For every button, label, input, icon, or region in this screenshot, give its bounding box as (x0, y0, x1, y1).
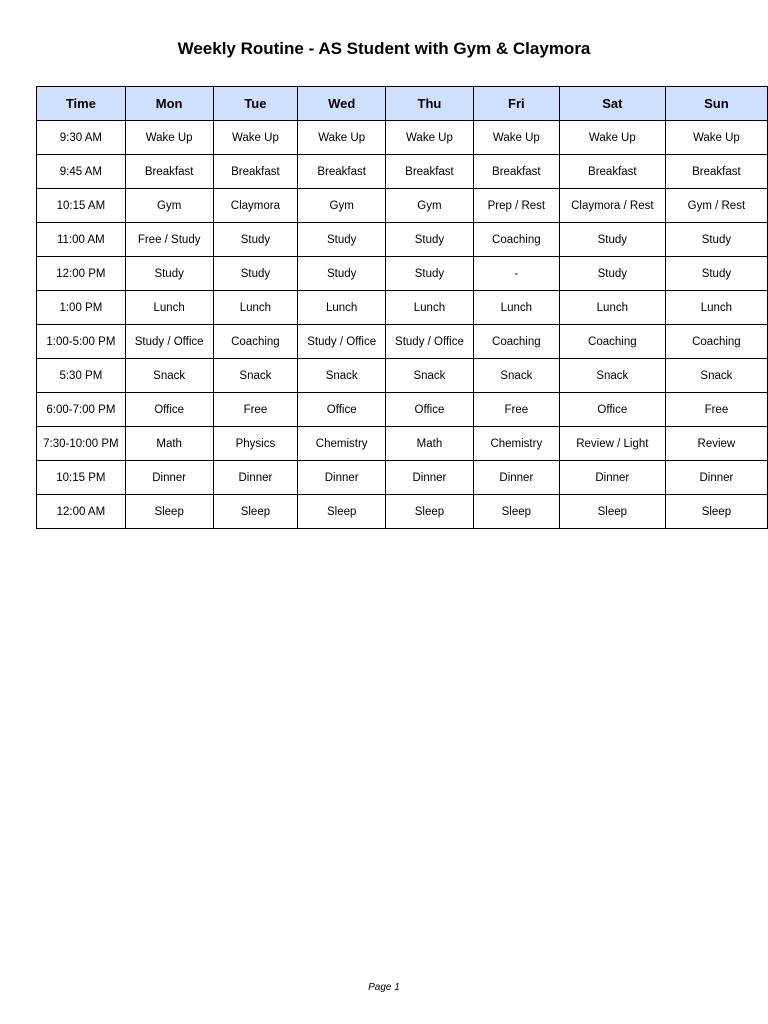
header-wed: Wed (298, 87, 386, 121)
cell-fri: Coaching (473, 223, 559, 257)
cell-sun: Dinner (665, 461, 767, 495)
cell-mon: Wake Up (125, 121, 213, 155)
table-body (37, 121, 768, 529)
cell-mon: Sleep (125, 495, 213, 529)
cell-wed: Lunch (298, 291, 386, 325)
header-tue: Tue (213, 87, 298, 121)
cell-sat: Dinner (559, 461, 665, 495)
cell-sat: Review / Light (559, 427, 665, 461)
table-row (37, 359, 768, 393)
cell-mon: Office (125, 393, 213, 427)
cell-wed: Study (298, 223, 386, 257)
header-mon: Mon (125, 87, 213, 121)
cell-tue: Dinner (213, 461, 298, 495)
table-row (37, 427, 768, 461)
cell-wed: Gym (298, 189, 386, 223)
cell-wed: Study (298, 257, 386, 291)
cell-tue: Breakfast (213, 155, 298, 189)
cell-thu: Breakfast (386, 155, 474, 189)
cell-sat: Breakfast (559, 155, 665, 189)
cell-sun: Breakfast (665, 155, 767, 189)
header-sun: Sun (665, 87, 767, 121)
cell-time: 5:30 PM (37, 359, 126, 393)
cell-wed: Chemistry (298, 427, 386, 461)
page-number: Page 1 (368, 982, 400, 993)
cell-sat: Office (559, 393, 665, 427)
cell-fri: Free (473, 393, 559, 427)
cell-sun: Lunch (665, 291, 767, 325)
table-row (37, 393, 768, 427)
table-row (37, 461, 768, 495)
cell-tue: Sleep (213, 495, 298, 529)
cell-sat: Wake Up (559, 121, 665, 155)
cell-sat: Lunch (559, 291, 665, 325)
cell-fri: Prep / Rest (473, 189, 559, 223)
cell-sat: Sleep (559, 495, 665, 529)
cell-wed: Office (298, 393, 386, 427)
cell-time: 6:00-7:00 PM (37, 393, 126, 427)
table-row (37, 291, 768, 325)
table-row (37, 121, 768, 155)
cell-sun: Coaching (665, 325, 767, 359)
cell-tue: Snack (213, 359, 298, 393)
cell-fri: Lunch (473, 291, 559, 325)
cell-mon: Lunch (125, 291, 213, 325)
cell-thu: Wake Up (386, 121, 474, 155)
cell-sun: Study (665, 257, 767, 291)
cell-fri: Snack (473, 359, 559, 393)
cell-fri: Dinner (473, 461, 559, 495)
cell-tue: Wake Up (213, 121, 298, 155)
table-row (37, 495, 768, 529)
cell-fri: Wake Up (473, 121, 559, 155)
page-title: Weekly Routine - AS Student with Gym & Claymora (177, 39, 591, 58)
cell-time: 1:00-5:00 PM (37, 325, 126, 359)
cell-sun: Review (665, 427, 767, 461)
cell-mon: Gym (125, 189, 213, 223)
cell-mon: Snack (125, 359, 213, 393)
cell-mon: Free / Study (125, 223, 213, 257)
cell-thu: Study (386, 257, 474, 291)
table-header-row (37, 87, 768, 121)
header-time: Time (37, 87, 126, 121)
cell-thu: Snack (386, 359, 474, 393)
cell-thu: Office (386, 393, 474, 427)
cell-thu: Study / Office (386, 325, 474, 359)
cell-tue: Coaching (213, 325, 298, 359)
cell-mon: Math (125, 427, 213, 461)
cell-tue: Study (213, 223, 298, 257)
cell-fri: Sleep (473, 495, 559, 529)
cell-thu: Lunch (386, 291, 474, 325)
cell-time: 12:00 PM (37, 257, 126, 291)
cell-wed: Sleep (298, 495, 386, 529)
header-sat: Sat (559, 87, 665, 121)
header-thu: Thu (386, 87, 474, 121)
cell-thu: Gym (386, 189, 474, 223)
cell-sat: Coaching (559, 325, 665, 359)
cell-time: 12:00 AM (37, 495, 126, 529)
cell-sun: Wake Up (665, 121, 767, 155)
cell-sun: Snack (665, 359, 767, 393)
cell-fri: Breakfast (473, 155, 559, 189)
cell-tue: Free (213, 393, 298, 427)
cell-sat: Study (559, 223, 665, 257)
table-row (37, 189, 768, 223)
cell-sun: Free (665, 393, 767, 427)
cell-wed: Dinner (298, 461, 386, 495)
cell-mon: Breakfast (125, 155, 213, 189)
cell-thu: Dinner (386, 461, 474, 495)
table-row (37, 223, 768, 257)
cell-thu: Study (386, 223, 474, 257)
cell-time: 9:30 AM (37, 121, 126, 155)
cell-wed: Breakfast (298, 155, 386, 189)
cell-time: 10:15 PM (37, 461, 126, 495)
cell-mon: Study / Office (125, 325, 213, 359)
table-row (37, 257, 768, 291)
cell-time: 9:45 AM (37, 155, 126, 189)
cell-fri: Coaching (473, 325, 559, 359)
cell-mon: Dinner (125, 461, 213, 495)
cell-sun: Study (665, 223, 767, 257)
header-fri: Fri (473, 87, 559, 121)
cell-tue: Lunch (213, 291, 298, 325)
table-row (37, 325, 768, 359)
cell-thu: Sleep (386, 495, 474, 529)
cell-wed: Snack (298, 359, 386, 393)
cell-wed: Wake Up (298, 121, 386, 155)
cell-mon: Study (125, 257, 213, 291)
weekly-routine-table (36, 86, 768, 529)
cell-fri: - (473, 257, 559, 291)
cell-time: 7:30-10:00 PM (37, 427, 126, 461)
cell-sun: Sleep (665, 495, 767, 529)
cell-sat: Claymora / Rest (559, 189, 665, 223)
cell-tue: Claymora (213, 189, 298, 223)
cell-wed: Study / Office (298, 325, 386, 359)
cell-sat: Study (559, 257, 665, 291)
cell-time: 1:00 PM (37, 291, 126, 325)
cell-thu: Math (386, 427, 474, 461)
cell-tue: Study (213, 257, 298, 291)
cell-tue: Physics (213, 427, 298, 461)
cell-sat: Snack (559, 359, 665, 393)
cell-fri: Chemistry (473, 427, 559, 461)
cell-time: 11:00 AM (37, 223, 126, 257)
table-row (37, 155, 768, 189)
cell-time: 10:15 AM (37, 189, 126, 223)
cell-sun: Gym / Rest (665, 189, 767, 223)
